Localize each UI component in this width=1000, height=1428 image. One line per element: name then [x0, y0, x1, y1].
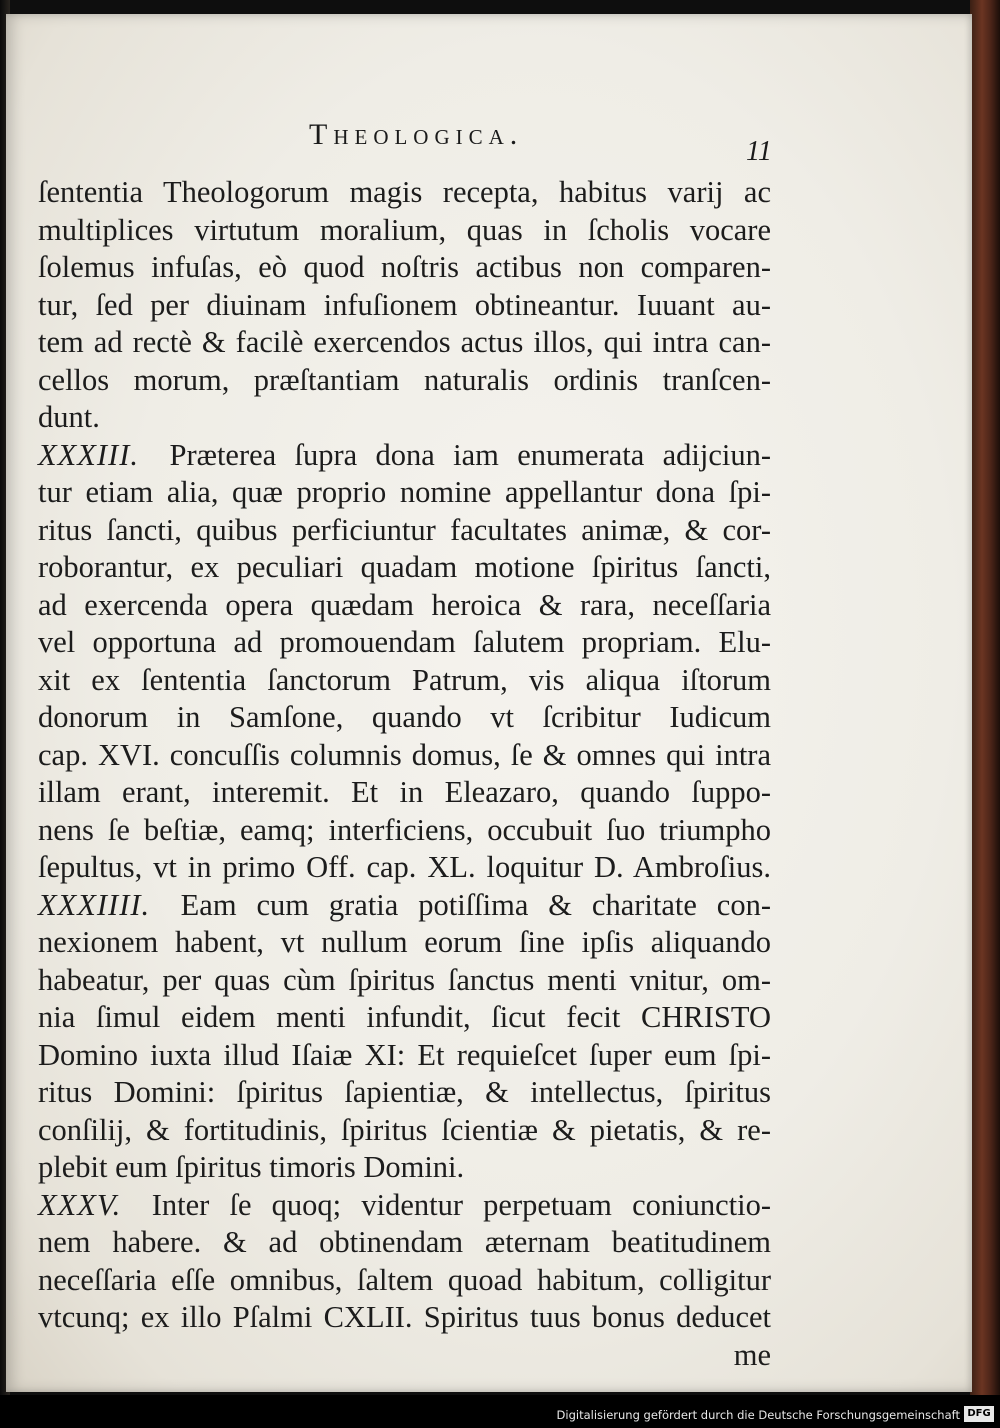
text-line	[38, 287, 771, 325]
text-line	[38, 699, 771, 737]
line-text: habeatur, per quas cùm ſpiritus ſanctus menti vnitur, om-	[38, 962, 771, 997]
line-text: ſepultus, vt in primo Off. cap. XL. loquitur D. Ambroſius.	[38, 850, 771, 884]
line-text: roborantur, ex peculiari quadam motione ſpiritus ſancti,	[38, 550, 771, 584]
line-text: illam erant, interemit. Et in Eleazaro, quando ſuppo-	[38, 775, 771, 809]
text-line	[38, 774, 771, 812]
line-text: Eam cum gratia potiſſima & charitate con-	[180, 887, 771, 922]
text-line	[38, 212, 771, 250]
line-text: plebit eum ſpiritus timoris Domini.	[38, 1150, 465, 1184]
text-line	[38, 1299, 771, 1337]
line-text: tem ad rectè & facilè exercendos actus illos, qui intra can-	[38, 325, 771, 359]
line-text: nem habere. & ad obtinendam æternam beatitudinem	[38, 1225, 771, 1259]
text-line	[38, 849, 771, 887]
text-line	[38, 1112, 771, 1150]
text-line	[38, 174, 771, 212]
line-text: cellos morum, præſtantiam naturalis ordinis tranſcen-	[38, 362, 771, 397]
text-line	[38, 999, 771, 1037]
text-line	[38, 624, 771, 662]
line-text: ſententia Theologorum magis recepta, habitus varij ac	[38, 175, 771, 209]
line-text: me	[733, 1337, 771, 1372]
line-text: xit ex ſententia ſanctorum Patrum, vis aliqua iſtorum	[38, 662, 771, 697]
paragraph-number: XXXV.	[38, 1187, 122, 1222]
footer-bar	[0, 1395, 1000, 1428]
text-line	[38, 399, 771, 437]
book-page	[6, 14, 972, 1392]
text-line	[38, 924, 771, 962]
text-line	[38, 662, 771, 700]
text-line	[38, 474, 771, 512]
body-text	[38, 174, 771, 1374]
text-line	[38, 1149, 771, 1187]
line-text: nexionem habent, vt nullum eorum ſine ipſis aliquando	[38, 925, 771, 959]
text-line	[38, 1262, 771, 1300]
line-text: vel opportuna ad promouendam ſalutem propriam. Elu-	[38, 625, 771, 659]
line-text: tur etiam alia, quæ proprio nomine appellantur dona ſpi-	[38, 475, 771, 509]
line-text: ritus Domini: ſpiritus ſapientiæ, & intellectus, ſpiritus	[38, 1075, 771, 1109]
line-text: neceſſaria eſſe omnibus, ſaltem quoad habitum, colligitur	[38, 1262, 771, 1297]
text-line	[38, 549, 771, 587]
text-line	[38, 1037, 771, 1075]
line-text: Præterea ſupra dona iam enumerata adijciun-	[169, 437, 771, 472]
text-line	[38, 512, 771, 550]
book-fore-edge	[970, 0, 1000, 1395]
page-number: 11	[746, 136, 772, 167]
paragraph-number: XXXIIII.	[38, 887, 151, 922]
line-text: vtcunq; ex illo Pſalmi CXLII. Spiritus tuus bonus deducet	[38, 1300, 771, 1334]
line-text: cap. XVI. concuſſis columnis domus, ſe & omnes qui intra	[38, 737, 771, 772]
funding-credit: Digitalisierung gefördert durch die Deutsche Forschungsgemeinschaft	[556, 1408, 960, 1422]
line-text: tur, ſed per diuinam infuſionem obtineantur. Iuuant au-	[38, 287, 771, 322]
text-line	[38, 437, 771, 475]
line-text: ad exercenda opera quædam heroica & rara, neceſſaria	[38, 587, 771, 622]
text-line	[38, 324, 771, 362]
text-line	[38, 1074, 771, 1112]
running-head: Theologica.	[309, 118, 524, 151]
text-line	[38, 737, 771, 775]
line-text: ſolemus infuſas, eò quod noſtris actibus non comparen-	[38, 250, 771, 284]
line-text: ritus ſancti, quibus perficiuntur facultates animæ, & cor-	[38, 512, 771, 547]
line-text: nia ſimul eidem menti infundit, ſicut fecit CHRISTO	[38, 1000, 771, 1034]
text-line	[38, 962, 771, 1000]
text-line	[38, 887, 771, 925]
line-text: Inter ſe quoq; videntur perpetuam coniunctio-	[151, 1187, 771, 1222]
text-line	[38, 1224, 771, 1262]
line-text: conſilij, & fortitudinis, ſpiritus ſcientiæ & pietatis, & re-	[38, 1112, 771, 1147]
paragraph-number: XXXIII.	[38, 437, 139, 472]
text-line	[38, 1337, 771, 1375]
text-line	[38, 1187, 771, 1225]
dfg-logo-icon: DFG	[964, 1406, 994, 1422]
text-line	[38, 362, 771, 400]
line-text: dunt.	[38, 400, 100, 434]
text-line	[38, 587, 771, 625]
line-text: Domino iuxta illud Iſaiæ XI: Et requieſcet ſuper eum ſpi-	[38, 1037, 771, 1072]
text-line	[38, 812, 771, 850]
line-text: donorum in Samſone, quando vt ſcribitur Iudicum	[38, 700, 771, 734]
line-text: nens ſe beſtiæ, eamq; interficiens, occubuit ſuo triumpho	[38, 812, 771, 847]
line-text: multiplices virtutum moralium, quas in ſcholis vocare	[38, 212, 771, 247]
text-line	[38, 249, 771, 287]
